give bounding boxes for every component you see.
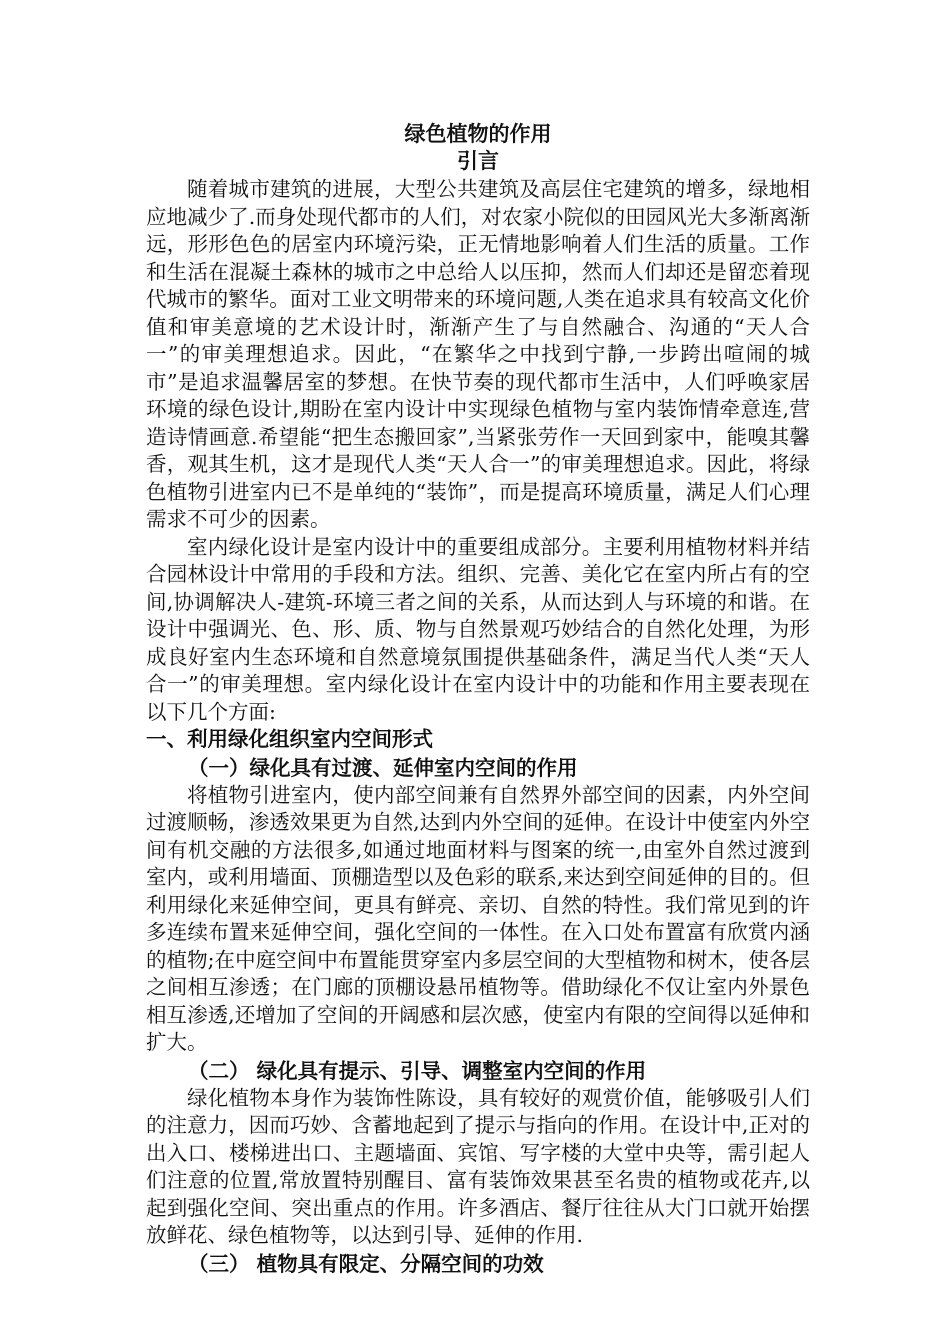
- document-body: [146, 120, 810, 1278]
- intro-paragraph-2: 室内绿化设计是室内设计中的重要组成部分。主要利用植物材料并结合园林设计中常用的手段和方法。组织、完善、美化它在室内所占有的空间,协调解决人-建筑-环境三者之间的关系，从而达到人与环境的和谐。在设计中强调光、色、形、质、物与自然景观巧妙结合的自然化处理，为形成良好室内生态环境和自然意境氛围提供基础条件，满足当代人类“天人合一”的审美理想。室内绿化设计在室内设计中的功能和作用主要表现在以下几个方面:: [146, 534, 810, 724]
- subsection-2-heading: （二） 绿化具有提示、引导、调整室内空间的作用: [188, 1058, 647, 1083]
- subsection-2-paragraph: 绿化植物本身作为装饰性陈设，具有较好的观赏价值，能够吸引人们的注意力，因而巧妙、含蓄地起到了提示与指向的作用。在设计中,正对的出入口、楼梯进出口、主题墙面、宾馆、写字楼的大堂中央等，需引起人们注意的位置,常放置特别醒目、富有装饰效果甚至名贵的植物或花卉,以起到强化空间、突出重点的作用。许多酒店、餐厅往往从大门口就开始摆放鲜花、绿色植物等，以达到引导、延伸的作用.: [146, 1085, 810, 1247]
- subsection-1-heading: （一）绿化具有过渡、延伸室内空间的作用: [188, 755, 578, 780]
- section-1-heading: 一、利用绿化组织室内空间形式: [146, 727, 433, 751]
- document-title: 绿色植物的作用: [404, 122, 552, 146]
- subsection-1-paragraph: 将植物引进室内，使内部空间兼有自然界外部空间的因素，内外空间过渡顺畅，渗透效果更为自然,达到内外空间的延伸。在设计中使室内外空间有机交融的方法很多,如通过地面材料与图案的统一,由室外自然过渡到室内，或利用墙面、顶棚造型以及色彩的联系,来达到空间延伸的目的。但利用绿化来延伸空间，更具有鲜亮、亲切、自然的特性。我们常见到的许多连续布置来延伸空间，强化空间的一体性。在入口处布置富有欣赏内涵的植物;在中庭空间中布置能贯穿室内多层空间的大型植物和树木，使各层之间相互渗透；在门廊的顶棚设悬吊植物等。借助绿化不仅让室内外景色相互渗透,还增加了空间的开阔感和层次感，使室内有限的空间得以延伸和扩大。: [146, 782, 810, 1054]
- subsection-3-heading: （三） 植物具有限定、分隔空间的功效: [188, 1251, 544, 1276]
- introduction-heading: 引言: [457, 149, 499, 173]
- intro-paragraph-1: 随着城市建筑的进展，大型公共建筑及高层住宅建筑的增多，绿地相应地减少了.而身处现代都市的人们，对农家小院似的田园风光大多渐离渐远，形形色色的居室内环境污染，正无情地影响着人们生活的质量。工作和生活在混凝土森林的城市之中总给人以压抑，然而人们却还是留恋着现代城市的繁华。面对工业文明带来的环境问题,人类在追求具有较高文化价值和审美意境的艺术设计时，渐渐产生了与自然融合、沟通的“天人合一”的审美理想追求。因此，“在繁华之中找到宁静,一步跨出喧闹的城市”是追求温馨居室的梦想。在快节奏的现代都市生活中，人们呼唤家居环境的绿色设计,期盼在室内设计中实现绿色植物与室内装饰情牵意连,营造诗情画意.希望能“把生态搬回家”,当紧张劳作一天回到家中，能嗅其馨香，观其生机，这才是现代人类“天人合一”的审美理想追求。因此，将绿色植物引进室内已不是单纯的“装饰”，而是提高环境质量，满足人们心理需求不可少的因素。: [146, 177, 810, 531]
